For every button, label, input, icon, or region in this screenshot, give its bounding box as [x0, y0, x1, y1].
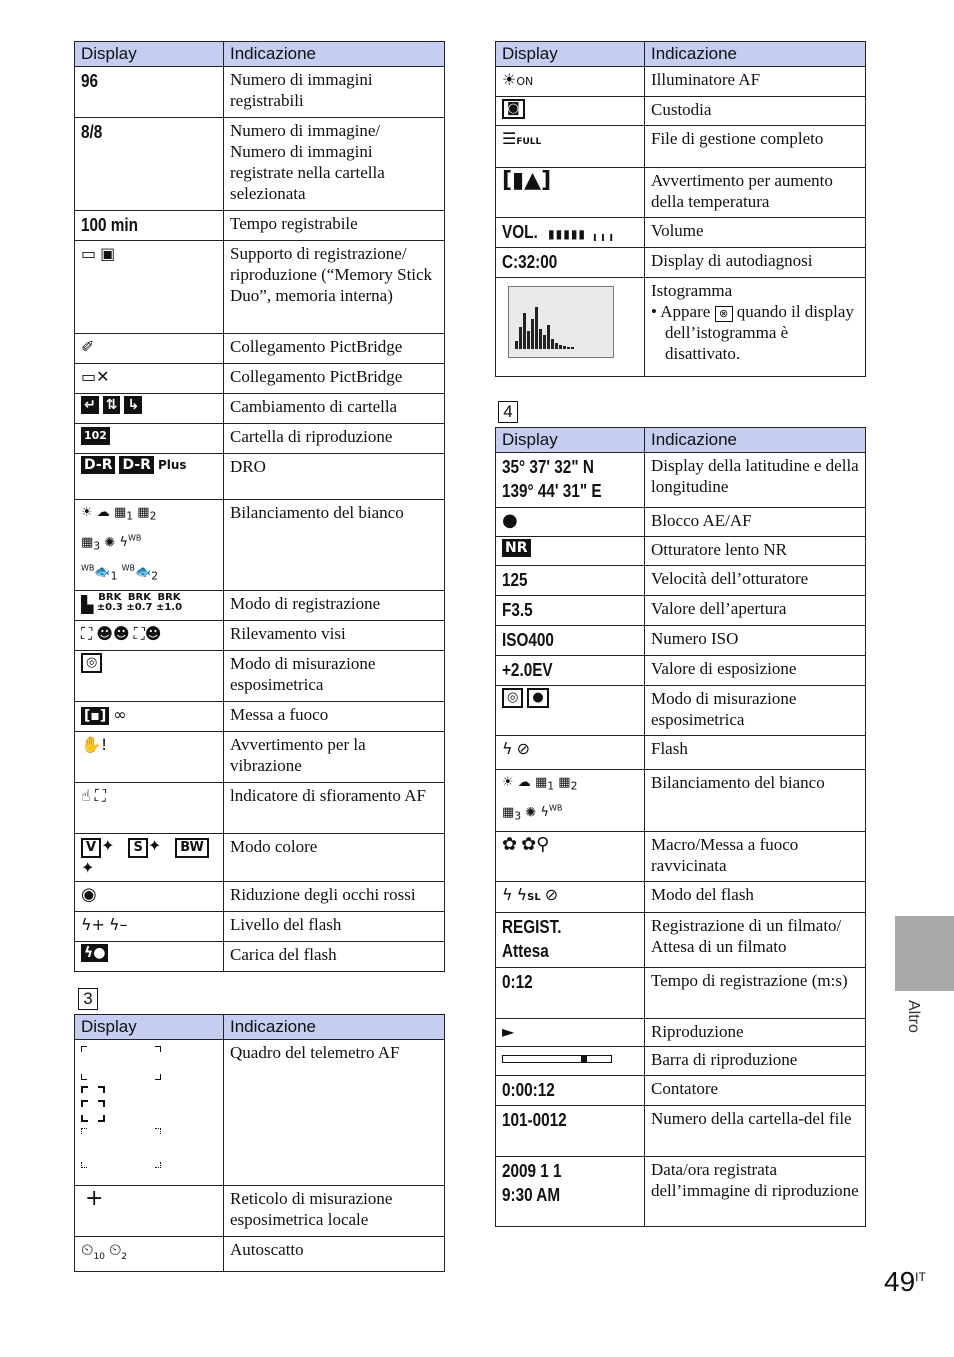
table-row: [75, 651, 445, 702]
table-row: [75, 500, 445, 591]
display-cell: [75, 454, 224, 500]
table-row: [75, 834, 445, 882]
display-cell: [496, 1018, 645, 1046]
display-cell: [75, 241, 224, 334]
flash-wb-icon: $ϟ^{WB}$: [119, 533, 142, 550]
description-cell: Modo di registrazione: [224, 591, 445, 621]
description-cell: Rilevamento visi: [224, 621, 445, 651]
display-value: 100 min: [81, 215, 138, 235]
longitude-value: 139° 44' 31" E: [502, 481, 602, 501]
burst-icon: ▙: [81, 595, 94, 615]
description-cell: Numero ISO: [645, 626, 866, 656]
display-cell: [75, 500, 224, 591]
display-cell: [496, 881, 645, 912]
playback-folder-icon: 102: [81, 427, 110, 445]
description-cell: Modo di misurazione esposimetrica: [645, 686, 866, 736]
table-row: [496, 626, 866, 656]
table-header: [75, 42, 445, 67]
flash-off-icon: ⊘: [516, 739, 530, 758]
section3-table: [74, 1014, 445, 1272]
description-cell: Barra di riproduzione: [645, 1046, 866, 1075]
display-cell: [496, 537, 645, 566]
display-cell: [496, 248, 645, 278]
database-full-icon: ☰FULL: [502, 129, 542, 148]
flash-off-icon: ⊘: [544, 884, 559, 904]
display-cell: [75, 783, 224, 834]
display-value: REGIST.: [502, 916, 562, 937]
display-cell: [75, 651, 224, 702]
underwater-wb-icon: $^{WB}🐟_2$: [121, 563, 159, 583]
volume-bar-icon: ▮▮▮▮▮ ╻╻╻: [548, 227, 616, 241]
display-value: +2.0EV: [502, 660, 553, 680]
touch-af-icon: ☝: [81, 786, 91, 806]
face-detection-child-icon: ☻☻: [96, 624, 130, 644]
display-cell: [75, 424, 224, 454]
vivid-color-icon: V: [81, 838, 101, 858]
right-table: [495, 41, 866, 377]
chapter-label: Altro: [905, 1000, 922, 1033]
description-cell: Volume: [645, 218, 866, 248]
display-cell: [75, 591, 224, 621]
table-row: [75, 334, 445, 364]
display-cell: [496, 596, 645, 626]
description-cell: Cartella di riproduzione: [224, 424, 445, 454]
face-detection-adult-icon: ⛶☻: [133, 624, 162, 644]
display-cell: [496, 566, 645, 596]
table-row: [75, 1040, 445, 1186]
display-cell: [75, 1237, 224, 1272]
display-cell: [75, 882, 224, 912]
fluorescent-icon: $▦_3$: [502, 804, 522, 823]
description-cell: Display di autodiagnosi: [645, 248, 866, 278]
display-cell: [75, 732, 224, 783]
display-cell: [496, 1046, 645, 1075]
description-cell: Data/ora registrata dell’immagine di riproduzione: [645, 1156, 866, 1226]
description-cell: Valore dell’apertura: [645, 596, 866, 626]
description-cell: Reticolo di misurazione esposimetrica locale: [224, 1186, 445, 1237]
table-row: [496, 168, 866, 218]
display-cell: [75, 211, 224, 241]
table-row: [496, 1156, 866, 1226]
table-row: [75, 394, 445, 424]
section-number: 3: [78, 988, 98, 1010]
page-number: $49^{IT}$: [884, 1266, 926, 1297]
red-eye-icon: ◉: [81, 884, 97, 906]
description-cell: Modo colore: [224, 834, 445, 882]
table-row: [496, 736, 866, 770]
table-row: [496, 656, 866, 686]
description-cell: Carica del flash: [224, 942, 445, 972]
housing-icon: ◙: [502, 99, 525, 119]
description-cell: Valore di esposizione: [645, 656, 866, 686]
table-row: [496, 97, 866, 126]
volume-label: VOL.: [502, 222, 538, 242]
description-cell: Avvertimento per la vibrazione: [224, 732, 445, 783]
description-cell: Autoscatto: [224, 1237, 445, 1272]
description-cell: Numero della cartella-del file: [645, 1105, 866, 1156]
focus-frame-icon: [▪]: [81, 707, 109, 725]
af-range-frame-small-icon: [81, 1086, 105, 1122]
table-row: [496, 831, 866, 881]
close-focus-icon: ✿⚲: [521, 833, 550, 855]
page-language-code: IT: [915, 1270, 926, 1284]
daylight-icon: ☀: [81, 505, 93, 520]
description-cell: Illuminatore AF: [645, 67, 866, 97]
description-cell: lndicatore di sfioramento AF: [224, 783, 445, 834]
internal-memory-icon: ▣: [100, 244, 116, 263]
description-cell: Contatore: [645, 1075, 866, 1105]
header-display: Display: [496, 42, 645, 67]
description-cell: Riproduzione: [645, 1018, 866, 1046]
description-cell: Otturatore lento NR: [645, 537, 866, 566]
table-row: [75, 1186, 445, 1237]
metering-multi-icon: ◎: [81, 653, 102, 673]
description-cell: Tempo registrabile: [224, 211, 445, 241]
display-cell: [496, 770, 645, 832]
macro-icon: ✿: [502, 833, 518, 855]
af-range-frame-large-icon: [81, 1046, 161, 1080]
display-cell: [496, 626, 645, 656]
display-cell: [496, 1075, 645, 1105]
incandescent-icon: ✺: [104, 534, 116, 550]
table-row: [496, 537, 866, 566]
table-row: [496, 1018, 866, 1046]
table-row: [496, 967, 866, 1018]
table-row: [496, 1075, 866, 1105]
header-indication: Indicazione: [645, 428, 866, 453]
table-row: [75, 882, 445, 912]
cloudy-icon: ☁: [517, 775, 531, 790]
table-row: [75, 621, 445, 651]
display-cell: [75, 394, 224, 424]
infinity-icon: ∞: [113, 705, 127, 725]
table-row: [75, 591, 445, 621]
table-row: [75, 783, 445, 834]
fluorescent-icon: $▦_1$: [534, 775, 555, 793]
table-row: [496, 126, 866, 168]
header-display: Display: [75, 1015, 224, 1040]
left-table: [74, 41, 445, 972]
display-cell: [496, 1156, 645, 1226]
description-cell: Avvertimento per aumento della temperatura: [645, 168, 866, 218]
display-cell: [496, 736, 645, 770]
section4-table: [495, 427, 866, 1227]
description-cell: Numero di immagini registrabili: [224, 67, 445, 118]
display-value: 0:12: [502, 971, 533, 992]
description-cell: Livello del flash: [224, 912, 445, 942]
display-cell: [496, 656, 645, 686]
histogram-title: Istogramma: [651, 281, 733, 300]
table-row: [496, 770, 866, 832]
description-cell: Flash: [645, 736, 866, 770]
flash-wb-icon: $ϟ^{WB}$: [540, 803, 563, 820]
description-cell: Supporto di registrazione/ riproduzione (“Memory Stick Duo”, memoria interna): [224, 241, 445, 334]
display-cell: [75, 912, 224, 942]
display-cell: [496, 126, 645, 168]
flash-plus-icon: ϟ+: [81, 915, 105, 935]
flash-charge-icon: ϟ●: [81, 944, 108, 962]
metering-multi-icon: ◎: [502, 688, 523, 708]
fluorescent-icon: $▦_3$: [81, 534, 101, 553]
dro-icon: D-R: [81, 456, 115, 474]
display-value: F3.5: [502, 600, 533, 620]
display-cell: [496, 67, 645, 97]
table-header: [75, 1015, 445, 1040]
table-row: [496, 453, 866, 508]
display-cell: [496, 168, 645, 218]
sepia-color-icon: S: [128, 838, 147, 858]
description-cell: Velocità dell’otturatore: [645, 566, 866, 596]
display-value: 96: [81, 71, 99, 91]
face-detection-icon: ⛶: [81, 624, 93, 644]
bracket-icon: BRK ±1.0: [155, 592, 183, 614]
bw-color-icon: BW: [175, 838, 209, 858]
display-cell: [496, 967, 645, 1018]
display-value: ISO400: [502, 630, 554, 650]
table-row: [496, 218, 866, 248]
incandescent-icon: ✺: [525, 804, 537, 820]
folder-change-icon: ↳: [124, 396, 142, 414]
display-cell: [496, 508, 645, 537]
display-cell: [496, 218, 645, 248]
table-row: [496, 508, 866, 537]
table-row: [496, 881, 866, 912]
spot-metering-crosshair-icon: +: [85, 1186, 104, 1211]
header-display: Display: [496, 428, 645, 453]
display-cell: [496, 97, 645, 126]
flash-minus-icon: ϟ–: [108, 915, 128, 935]
bracket-icon: BRK ±0.7: [126, 592, 153, 614]
table-row: [496, 248, 866, 278]
description-cell: Collegamento PictBridge: [224, 334, 445, 364]
description-cell: Collegamento PictBridge: [224, 364, 445, 394]
table-header: [496, 428, 866, 453]
table-row: [75, 912, 445, 942]
table-row: [496, 278, 866, 377]
description-cell: Custodia: [645, 97, 866, 126]
table-row: [75, 67, 445, 118]
description-cell: Blocco AE/AF: [645, 508, 866, 537]
play-icon: ►: [502, 1021, 515, 1041]
table-row: [75, 942, 445, 972]
description-cell: Macro/Messa a fuoco ravvicinata: [645, 831, 866, 881]
daylight-icon: ☀: [502, 775, 514, 790]
self-timer-10s-icon: $⏲_{10}$: [81, 1240, 105, 1263]
display-cell: [75, 702, 224, 732]
display-cell: V ✦ S ✦ BW✦: [75, 834, 224, 882]
table-row: [496, 1105, 866, 1156]
table-row: [75, 241, 445, 334]
display-cell: [75, 364, 224, 394]
table-row: [496, 566, 866, 596]
table-row: [75, 118, 445, 211]
display-cell: [496, 831, 645, 881]
af-illuminator-icon: ☀ON: [502, 70, 534, 89]
display-cell: [75, 67, 224, 118]
display-value: 8/8: [81, 122, 103, 142]
fluorescent-icon: $▦_2$: [558, 775, 578, 793]
display-cell: [75, 1040, 224, 1186]
histogram-image: [508, 286, 614, 358]
table-row: [75, 1237, 445, 1272]
display-cell: [75, 621, 224, 651]
ae-af-lock-icon: ●: [502, 510, 518, 531]
display-cell: [75, 942, 224, 972]
table-row: [75, 424, 445, 454]
description-cell: DRO: [224, 454, 445, 500]
table-header: [496, 42, 866, 67]
nr-slow-shutter-icon: NR: [502, 539, 531, 557]
dro-plus-icon: D-R: [119, 456, 153, 474]
fluorescent-icon: $▦_2$: [137, 505, 157, 523]
table-row: [496, 1046, 866, 1075]
memory-stick-icon: ▭: [81, 244, 97, 263]
table-row: [75, 364, 445, 394]
underwater-wb-icon: $^{WB}🐟_1$: [81, 563, 118, 583]
table-row: [496, 596, 866, 626]
flash-slow-sync-icon: ϟSL: [516, 884, 541, 904]
metering-center-icon: ●: [527, 688, 548, 708]
description-cell: File di gestione completo: [645, 126, 866, 168]
bracket-icon: BRK ±0.3: [96, 592, 123, 614]
pictbridge-icon: ✐: [81, 337, 95, 356]
time-value: 9:30 AM: [502, 1184, 561, 1205]
section-number: 4: [498, 401, 518, 423]
table-row: [496, 686, 866, 736]
face-frame-icon: ⛶: [94, 786, 106, 806]
playback-bar: [502, 1055, 612, 1063]
description-cell: Bilanciamento del bianco: [645, 770, 866, 832]
header-indication: Indicazione: [645, 42, 866, 67]
description-cell: [645, 278, 866, 377]
self-timer-2s-icon: $⏲_2$: [108, 1240, 128, 1263]
table-row: [75, 454, 445, 500]
display-cell: [496, 453, 645, 508]
header-display: Display: [75, 42, 224, 67]
flash-on-icon: ϟ: [502, 739, 513, 758]
vibration-warning-icon: ✋!: [81, 735, 108, 755]
display-value: 125: [502, 570, 528, 590]
display-cell: [75, 334, 224, 364]
description-cell: Display della latitudine e della longitudine: [645, 453, 866, 508]
description-cell: Numero di immagine/ Numero di immagini registrate nella cartella selezionata: [224, 118, 445, 211]
display-cell: [496, 1105, 645, 1156]
pictbridge-connection-icon: ▭✕: [81, 367, 110, 386]
display-cell: [496, 278, 645, 377]
chapter-tab: [895, 916, 954, 991]
header-indication: Indicazione: [224, 1015, 445, 1040]
dro-plus-label: Plus: [157, 458, 187, 472]
header-indication: Indicazione: [224, 42, 445, 67]
table-row: [75, 211, 445, 241]
description-cell: Messa a fuoco: [224, 702, 445, 732]
af-range-frame-dotted-icon: [81, 1128, 161, 1168]
cloudy-icon: ☁: [96, 505, 110, 520]
table-row: [75, 732, 445, 783]
description-cell: Registrazione di un filmato/ Attesa di un filmato: [645, 912, 866, 967]
description-cell: Quadro del telemetro AF: [224, 1040, 445, 1186]
histogram-note: • Appare ⊗ quando il display dell’istogramma è disattivato.: [651, 302, 854, 363]
display-cell: [496, 686, 645, 736]
table-row: [75, 702, 445, 732]
flash-auto-icon: ϟ: [502, 884, 513, 904]
description-cell: Cambiamento di cartella: [224, 394, 445, 424]
description-cell: Modo del flash: [645, 881, 866, 912]
date-value: 2009 1 1: [502, 1160, 562, 1181]
temperature-warning-icon: [▮▲]: [502, 168, 552, 193]
table-row: [496, 67, 866, 97]
display-value: 0:00:12: [502, 1079, 555, 1100]
description-cell: Riduzione degli occhi rossi: [224, 882, 445, 912]
display-cell: [496, 912, 645, 967]
fluorescent-icon: $▦_1$: [113, 505, 134, 523]
display-value: Attesa: [502, 940, 549, 961]
description-cell: Modo di misurazione esposimetrica: [224, 651, 445, 702]
display-value: C:32:00: [502, 252, 558, 272]
histogram-off-icon: ⊗: [715, 306, 733, 322]
latitude-value: 35° 37' 32" N: [502, 457, 594, 477]
display-value: 101-0012: [502, 1109, 567, 1130]
display-cell: [75, 1186, 224, 1237]
folder-change-icon: ↵: [81, 396, 99, 414]
folder-change-icon: ⇅: [103, 396, 121, 414]
table-row: [496, 912, 866, 967]
description-cell: Bilanciamento del bianco: [224, 500, 445, 591]
description-cell: Tempo di registrazione (m:s): [645, 967, 866, 1018]
display-cell: [75, 118, 224, 211]
